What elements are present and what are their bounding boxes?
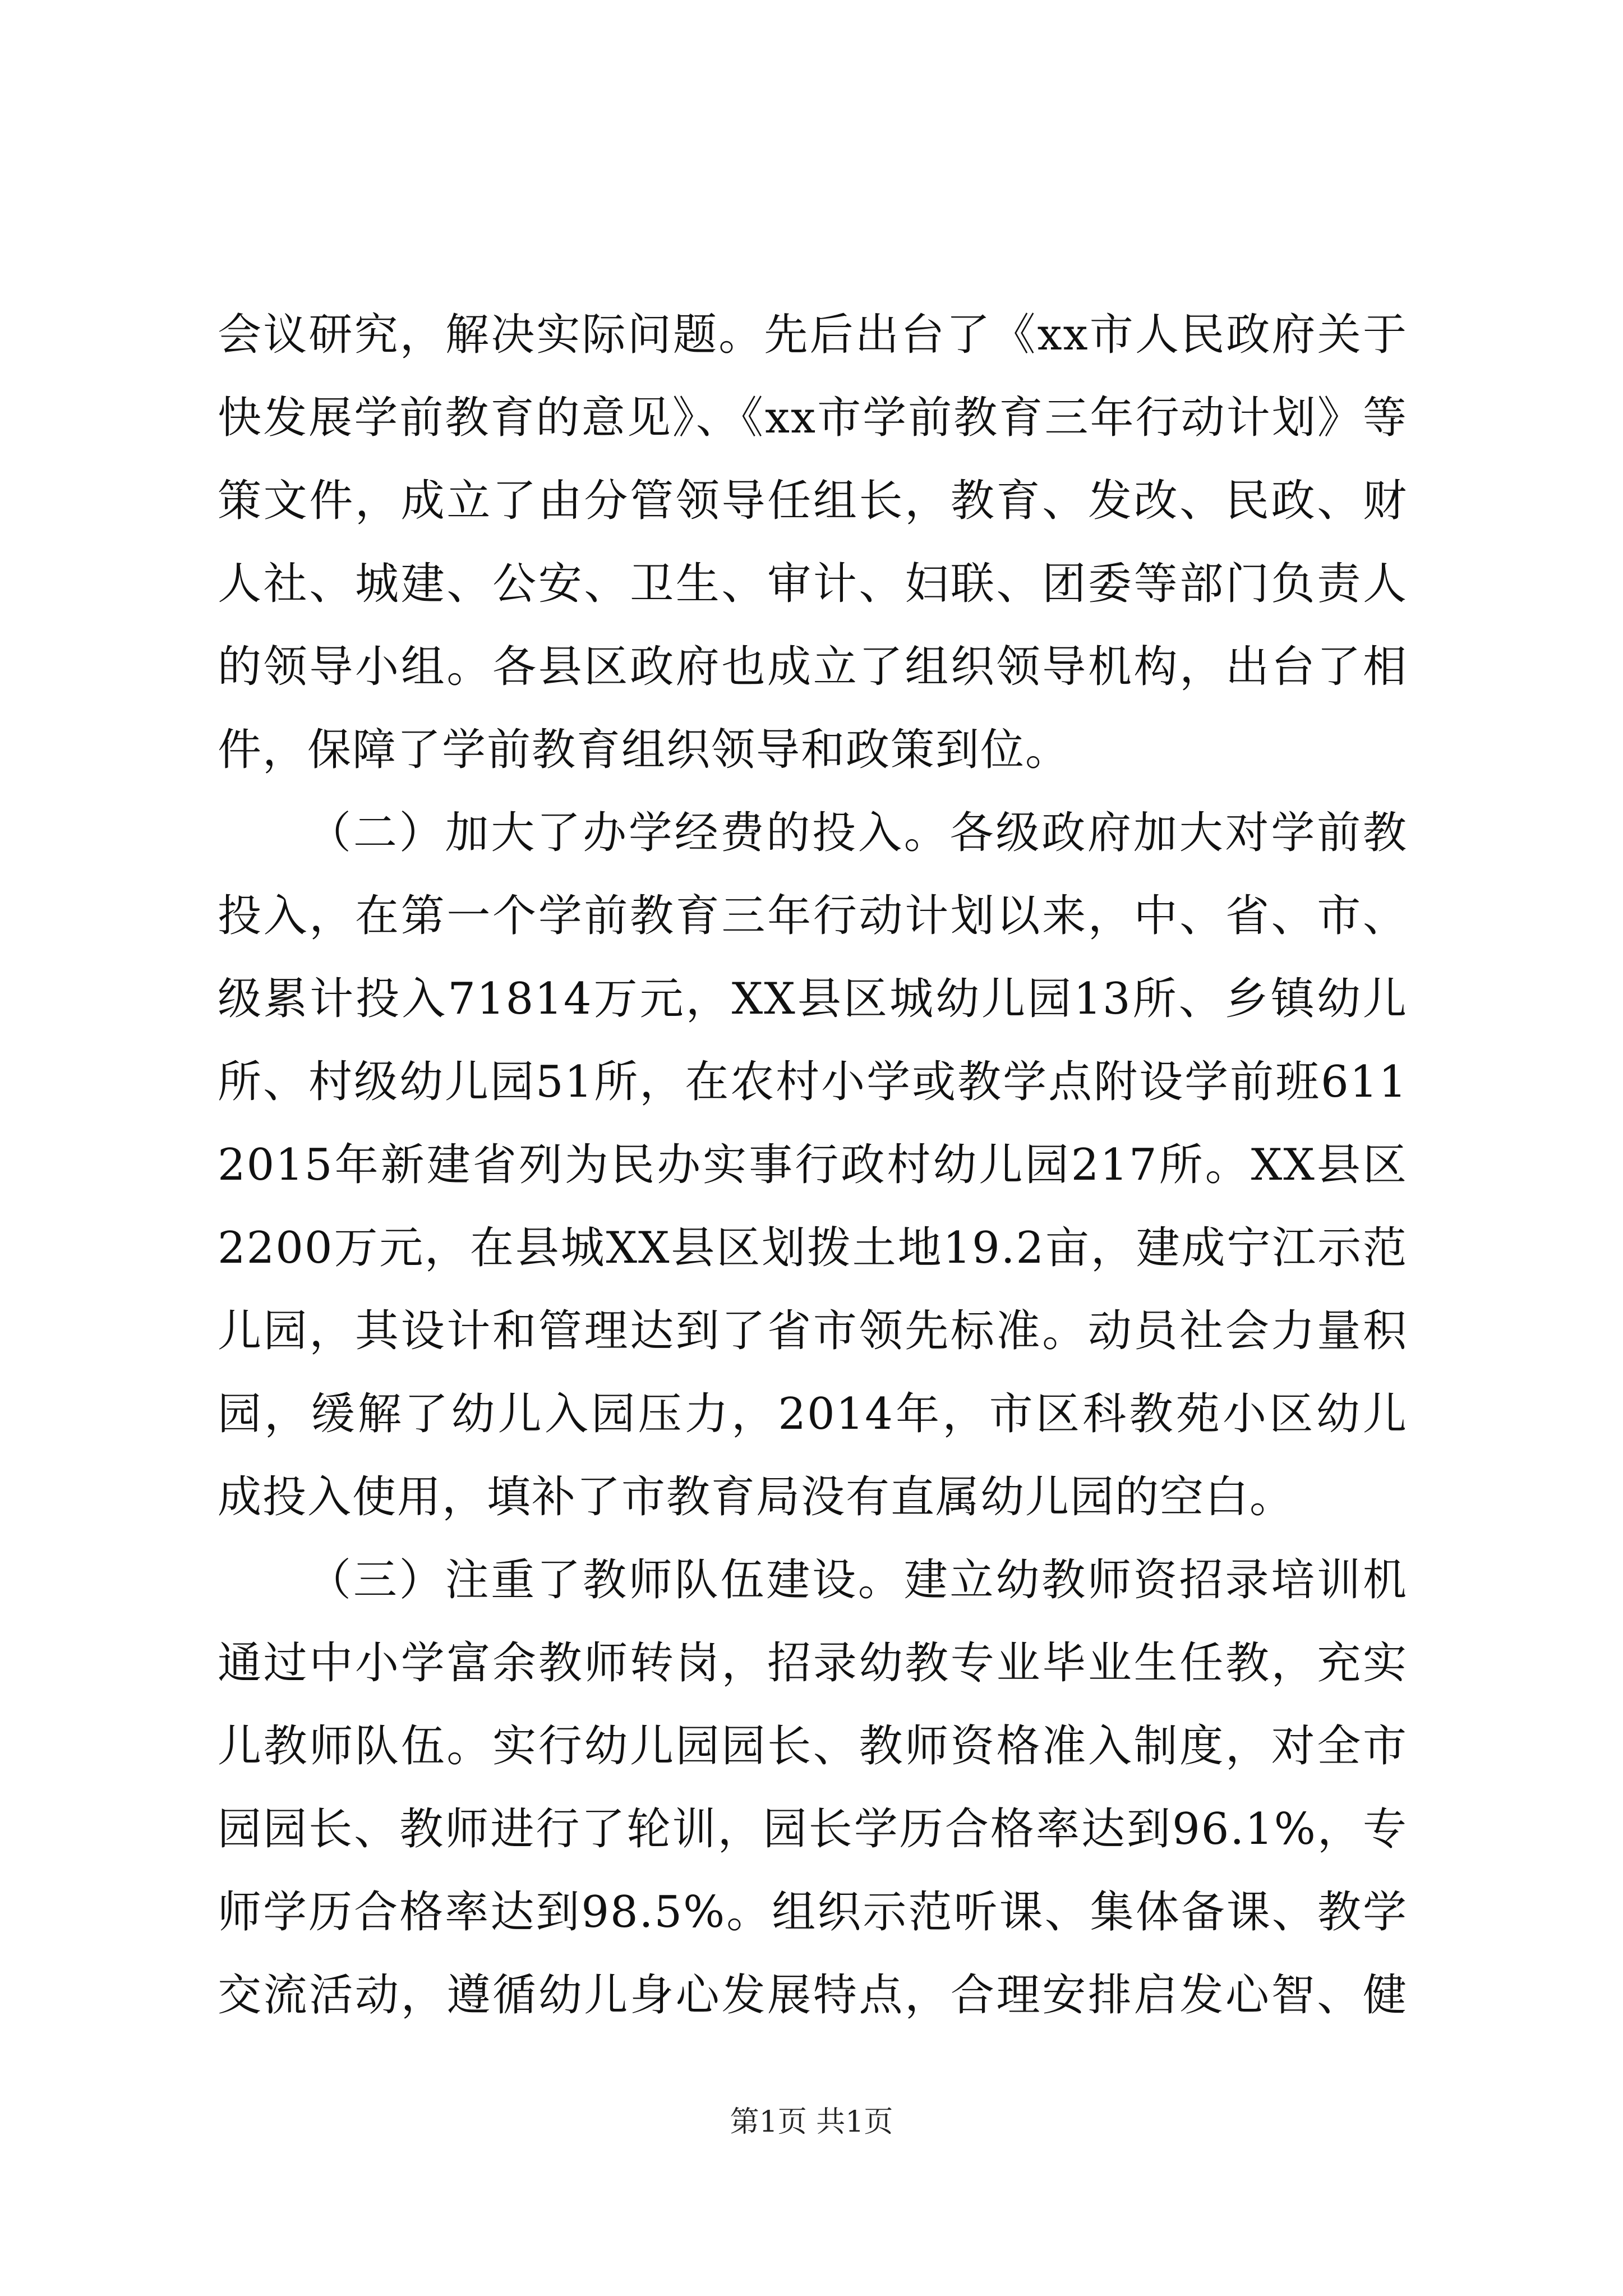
text-line: 儿园，其设计和管理达到了省市领先标准。动员社会力量积 <box>218 1306 1408 1356</box>
text-line: 交流活动，遵循幼儿身心发展特点，合理安排启发心智、健 <box>218 1970 1408 2021</box>
text-line: 师学历合格率达到98.5%。组织示范听课、集体备课、教学 <box>218 1887 1408 1938</box>
text-line: 2200万元，在县城XX县区划拨土地19.2亩，建成宁江示范 <box>218 1223 1408 1273</box>
text-line: 园，缓解了幼儿入园压力，2014年，市区科教苑小区幼儿 <box>218 1389 1408 1439</box>
text-line: 级累计投入71814万元，XX县区城幼儿园13所、乡镇幼儿 <box>218 974 1408 1024</box>
text-line: 的领导小组。各县区政府也成立了组织领导机构，出台了相 <box>218 642 1408 692</box>
text-line: 快发展学前教育的意见》、《xx市学前教育三年行动计划》等 <box>218 393 1408 443</box>
text-line: （二）加大了办学经费的投入。各级政府加大对学前教 <box>307 808 1408 858</box>
text-line: （三）注重了教师队伍建设。建立幼教师资招录培训机 <box>307 1555 1408 1605</box>
text-line: 会议研究，解决实际问题。先后出台了《xx市人民政府关于 <box>218 310 1408 360</box>
text-line: 策文件，成立了由分管领导任组长，教育、发改、民政、财 <box>218 476 1408 526</box>
text-line: 所、村级幼儿园51所，在农村小学或教学点附设学前班611 <box>218 1057 1408 1107</box>
text-line: 园园长、教师进行了轮训，园长学历合格率达到96.1%，专 <box>218 1804 1408 1855</box>
text-line: 件，保障了学前教育组织领导和政策到位。 <box>218 725 1071 775</box>
page-footer: 第1页 共1页 <box>730 2105 893 2139</box>
document-body <box>218 293 1408 2037</box>
text-line: 人社、城建、公安、卫生、审计、妇联、团委等部门负责人 <box>218 559 1408 609</box>
text-line: 投入，在第一个学前教育三年行动计划以来，中、省、市、 <box>218 891 1408 941</box>
text-line: 通过中小学富余教师转岗，招录幼教专业毕业生任教，充实 <box>218 1638 1408 1688</box>
text-line: 儿教师队伍。实行幼儿园园长、教师资格准入制度，对全市 <box>218 1721 1408 1772</box>
text-line: 成投入使用，填补了市教育局没有直属幼儿园的空白。 <box>218 1472 1295 1522</box>
text-line: 2015年新建省列为民办实事行政村幼儿园217所。XX县区 <box>218 1140 1408 1190</box>
